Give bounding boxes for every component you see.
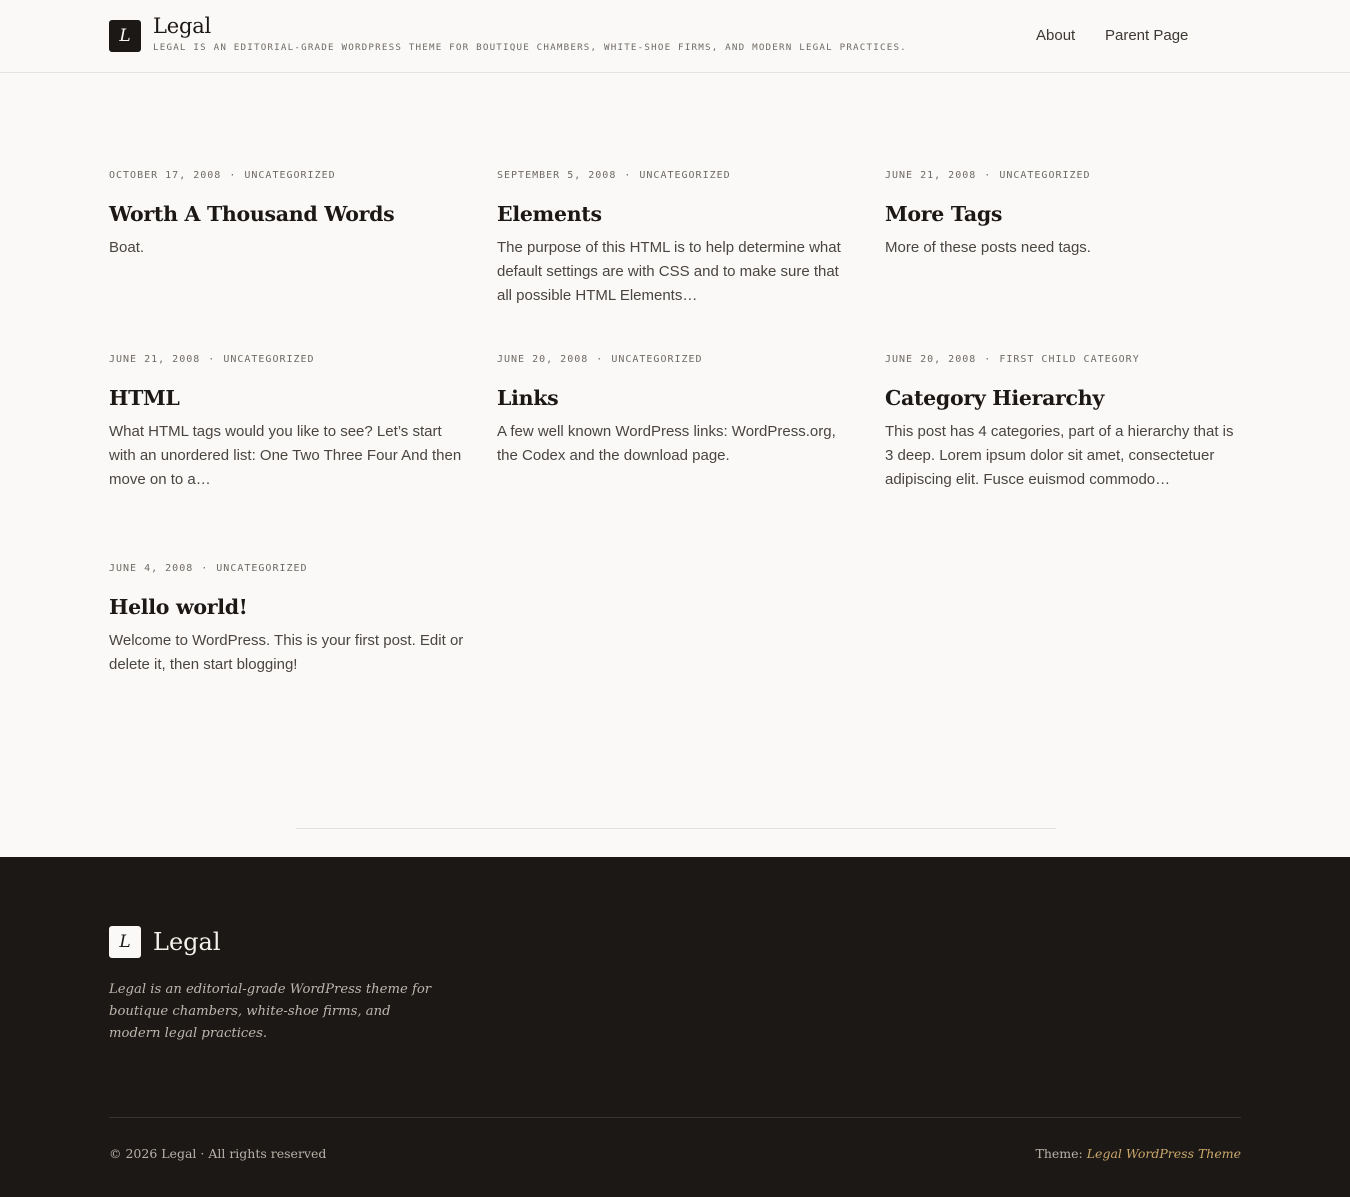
site-tagline: LEGAL IS AN EDITORIAL-GRADE WORDPRESS THEME FOR BOUTIQUE CHAMBERS, WHITE-SHOE FIRMS, AND MODERN LEGAL PRACTICES. bbox=[153, 42, 907, 53]
content-divider bbox=[296, 828, 1056, 829]
meta-separator: · bbox=[596, 354, 604, 365]
post-date[interactable]: JUNE 4, 2008 bbox=[109, 563, 194, 574]
post-excerpt: More of these posts need tags. bbox=[885, 239, 1091, 256]
post-category[interactable]: UNCATEGORIZED bbox=[611, 354, 703, 365]
post-title[interactable]: HTML bbox=[109, 386, 180, 410]
meta-separator: · bbox=[984, 170, 992, 181]
post-date[interactable]: JUNE 21, 2008 bbox=[885, 170, 977, 181]
post-excerpt: Boat. bbox=[109, 239, 145, 256]
post-title[interactable]: Worth A Thousand Words bbox=[109, 202, 395, 226]
footer-copyright: © 2026 Legal · All rights reserved bbox=[109, 1146, 327, 1161]
post-date[interactable]: JUNE 20, 2008 bbox=[497, 354, 589, 365]
footer-description: Legal is an editorial-grade WordPress theme for boutique chambers, white-shoe firms, and modern legal practices. bbox=[109, 982, 432, 1041]
post-meta bbox=[109, 353, 465, 367]
post-card bbox=[497, 169, 853, 308]
footer-credit-prefix: Theme: bbox=[1035, 1146, 1083, 1161]
post-excerpt: What HTML tags would you like to see? Let’s start with an unordered list: One Two Three Four And then move on to a… bbox=[109, 423, 462, 488]
post-card bbox=[109, 169, 465, 260]
post-meta bbox=[885, 353, 1241, 367]
post-card bbox=[885, 169, 1241, 260]
logo-mark[interactable] bbox=[109, 20, 141, 52]
post-title[interactable]: Elements bbox=[497, 202, 602, 226]
site-footer bbox=[0, 857, 1350, 1197]
post-excerpt: This post has 4 categories, part of a hierarchy that is 3 deep. Lorem ipsum dolor sit amet, consectetuer adipiscing elit. Fusce euismod commodo… bbox=[885, 423, 1234, 488]
post-category[interactable]: UNCATEGORIZED bbox=[639, 170, 731, 181]
post-title[interactable]: Hello world! bbox=[109, 595, 248, 619]
post-excerpt: Welcome to WordPress. This is your first post. Edit or delete it, then start blogging! bbox=[109, 632, 464, 673]
post-card bbox=[497, 353, 853, 468]
post-meta bbox=[497, 169, 853, 183]
post-excerpt: The purpose of this HTML is to help determine what default settings are with CSS and to make sure that all possible HTML Elements… bbox=[497, 239, 841, 304]
site-header bbox=[0, 0, 1350, 73]
theme-credit-link[interactable]: Legal WordPress Theme bbox=[1086, 1146, 1241, 1161]
post-category[interactable]: UNCATEGORIZED bbox=[223, 354, 315, 365]
footer-divider bbox=[109, 1117, 1241, 1118]
post-card bbox=[109, 353, 465, 492]
meta-separator: · bbox=[229, 170, 237, 181]
post-category[interactable]: UNCATEGORIZED bbox=[244, 170, 336, 181]
post-category[interactable]: UNCATEGORIZED bbox=[216, 563, 308, 574]
post-meta bbox=[109, 562, 465, 576]
post-title[interactable]: Category Hierarchy bbox=[885, 386, 1104, 410]
footer-logo-mark[interactable] bbox=[109, 926, 141, 958]
post-card bbox=[885, 353, 1241, 492]
post-excerpt: A few well known WordPress links: WordPress.org, the Codex and the download page. bbox=[497, 423, 836, 464]
post-title[interactable]: More Tags bbox=[885, 202, 1003, 226]
post-category[interactable]: UNCATEGORIZED bbox=[999, 170, 1091, 181]
logo-letter: L bbox=[119, 26, 131, 46]
meta-separator: · bbox=[984, 354, 992, 365]
post-date[interactable]: OCTOBER 17, 2008 bbox=[109, 170, 222, 181]
site-title[interactable]: Legal bbox=[153, 14, 212, 38]
post-meta bbox=[497, 353, 853, 367]
footer-logo-letter: L bbox=[119, 932, 131, 952]
post-category[interactable]: FIRST CHILD CATEGORY bbox=[999, 354, 1140, 365]
meta-separator: · bbox=[624, 170, 632, 181]
footer-credit bbox=[1036, 1146, 1241, 1161]
post-card bbox=[109, 562, 465, 677]
post-date[interactable]: SEPTEMBER 5, 2008 bbox=[497, 170, 617, 181]
post-title[interactable]: Links bbox=[497, 386, 559, 410]
post-date[interactable]: JUNE 20, 2008 bbox=[885, 354, 977, 365]
meta-separator: · bbox=[201, 563, 209, 574]
meta-separator: · bbox=[208, 354, 216, 365]
post-date[interactable]: JUNE 21, 2008 bbox=[109, 354, 201, 365]
nav-link-about[interactable]: About bbox=[1036, 27, 1076, 44]
footer-site-title[interactable]: Legal bbox=[153, 928, 221, 956]
nav-link-parent-page[interactable]: Parent Page bbox=[1105, 27, 1189, 44]
post-meta bbox=[109, 169, 465, 183]
post-meta bbox=[885, 169, 1241, 183]
